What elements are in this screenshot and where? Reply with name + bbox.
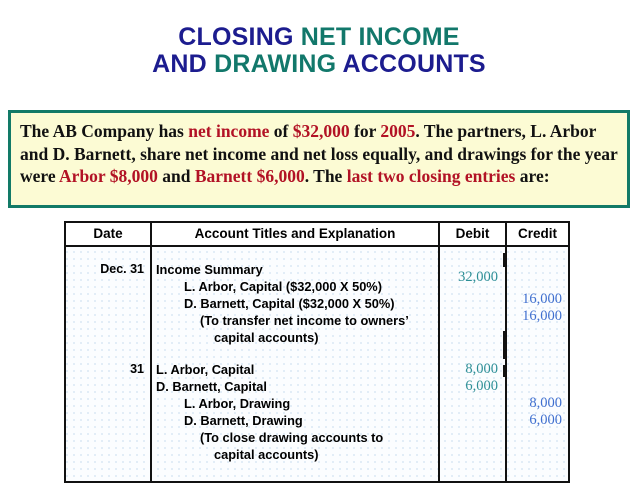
narrative-seg-3: for xyxy=(349,121,381,141)
entry-1-accounts xyxy=(156,261,436,346)
narrative-box xyxy=(8,110,630,208)
entry-1-date: Dec. 31 xyxy=(100,262,144,276)
entry-2-credit-amount-2: 6,000 xyxy=(529,412,562,428)
page-title-line-2 xyxy=(0,51,638,78)
narrative-highlight-amount: $32,000 xyxy=(292,121,350,141)
narrative-seg-5: and xyxy=(157,166,195,186)
narrative-seg-4: . The partners, L. Arbor and D. Barnett, share net income and net loss equally, and drawings for the year were xyxy=(20,121,618,186)
narrative-seg-7: are: xyxy=(515,166,550,186)
page-title-line-1 xyxy=(0,24,638,51)
narrative-seg-2: of xyxy=(269,121,293,141)
narrative-text xyxy=(20,120,618,188)
narrative-seg-1: The AB Company has xyxy=(20,121,189,141)
entry-1-line-2: L. Arbor, Capital ($32,000 X 50%) xyxy=(184,279,382,294)
title-word-drawing: DRAWING xyxy=(214,50,343,78)
page-title xyxy=(0,24,638,78)
entry-2-line-4: D. Barnett, Drawing xyxy=(184,413,303,428)
column-header-date: Date xyxy=(93,226,123,241)
narrative-seg-6: . The xyxy=(304,166,347,186)
narrative-highlight-year: 2005 xyxy=(380,121,416,141)
entry-2-line-1: L. Arbor, Capital xyxy=(156,362,255,377)
table-body xyxy=(66,247,568,483)
debit-rule-tick-top xyxy=(503,253,506,267)
entry-2-debit-amount-1: 8,000 xyxy=(465,361,498,377)
narrative-highlight-arbor-drawing: Arbor $8,000 xyxy=(59,166,158,186)
narrative-highlight-last-two-entries: last two closing entries xyxy=(346,166,516,186)
table-header-row xyxy=(66,223,568,247)
title-word-closing: CLOSING xyxy=(178,23,301,51)
title-word-and: AND xyxy=(152,50,215,78)
debit-rule-tick-low xyxy=(503,365,506,377)
entry-2-debit-amount-2: 6,000 xyxy=(465,378,498,394)
entry-1-credit-amount-1: 16,000 xyxy=(522,291,562,307)
entry-1-line-4: (To transfer net income to owners’ xyxy=(200,313,409,328)
column-header-credit: Credit xyxy=(505,223,568,245)
entry-2-date: 31 xyxy=(130,362,144,376)
title-word-net-income: NET INCOME xyxy=(300,23,460,51)
narrative-highlight-barnett-drawing: Barnett $6,000 xyxy=(194,166,305,186)
narrative-highlight-net-income: net income xyxy=(188,121,270,141)
entry-2-line-6: capital accounts) xyxy=(214,447,319,462)
entry-2-accounts xyxy=(156,361,436,463)
entry-2-line-3: L. Arbor, Drawing xyxy=(184,396,291,411)
entry-2-line-5: (To close drawing accounts to xyxy=(200,430,384,445)
column-header-account: Account Titles and Explanation xyxy=(150,223,438,245)
column-divider-date xyxy=(150,247,152,483)
entry-1-line-3: D. Barnett, Capital ($32,000 X 50%) xyxy=(184,296,395,311)
entry-1-debit-amount-1: 32,000 xyxy=(458,269,498,285)
journal-table xyxy=(64,221,570,483)
entry-2-credit-amount-1: 8,000 xyxy=(529,395,562,411)
debit-rule-tick-mid xyxy=(503,331,506,359)
entry-1-line-1: Income Summary xyxy=(156,262,263,277)
entry-2-line-2: D. Barnett, Capital xyxy=(156,379,267,394)
entry-1-credit-amount-2: 16,000 xyxy=(522,308,562,324)
entry-1-line-5: capital accounts) xyxy=(214,330,319,345)
title-word-accounts: ACCOUNTS xyxy=(342,50,486,78)
column-header-debit: Debit xyxy=(438,223,505,245)
